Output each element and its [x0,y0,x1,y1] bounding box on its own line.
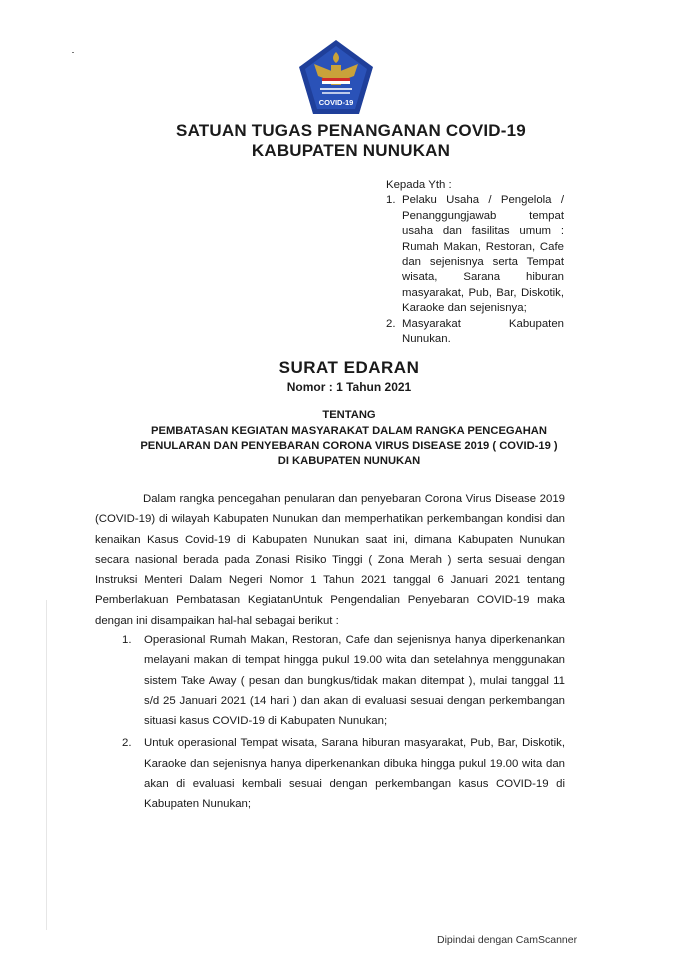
letter-title: SURAT EDARAN [278,358,420,377]
scanner-watermark: Dipindai dengan CamScanner [437,934,578,946]
addressee-item [386,193,564,316]
satgas-covid19-logo [296,38,376,118]
organization-region: KABUPATEN NUNUKAN [251,141,451,160]
addressee-item [386,317,564,348]
instruction-number: 1. [122,634,132,646]
intro-paragraph: Dalam rangka pencegahan penularan dan penyebaran Corona Virus Disease 2019 (COVID-19) di wilayah Kabupaten Nunukan dan memperhatikan perkembangan kondisi dan kenaikan Kasus Covid-19 di Kabupaten Nunukan saat ini, dimana Kabupaten Nunukan secara nasional berada pada Zonasi Risiko Tinggi ( Zona Merah ) serta sesuai dengan Instruksi Menteri Dalam Negeri Nomor 1 Tahun 2021 tanggal 6 Januari 2021 tentang Pemberlakuan Pembatasan KegiatanUntuk Pengendalian Penyebaran COVID-19 maka dengan ini disampaikan hal-hal sebagai berikut : [95,493,565,627]
scan-edge-line [46,600,47,930]
instruction-item [122,630,565,731]
instruction-text: Operasional Rumah Makan, Restoran, Cafe dan sejenisnya hanya diperkenankan melayani makan di tempat hingga pukul 19.00 wita dan setelahnya menggunakan sistem Take Away ( pesan dan bungkus/tidak makan ditempat ), mulai tanggal 11 s/d 25 Januari 2021 (14 hari ) dan akan di evaluasi sesuai dengan perkembangan situasi kasus COVID-19 di Kabupaten Nunukan; [144,634,565,728]
addressee-block [386,178,564,347]
addressee-item-number: 1. [386,194,396,207]
letter-subject-line: PENULARAN DAN PENYEBARAN CORONA VIRUS DISEASE 2019 ( COVID-19 ) [140,440,558,452]
addressee-item-text: Masyarakat Kabupaten Nunukan. [402,317,564,346]
instruction-list [122,630,565,817]
instruction-text: Untuk operasional Tempat wisata, Sarana hiburan masyarakat, Pub, Bar, Diskotik, Karaoke dan sejenisnya hanya diperkenankan dibuka hingga pukul 19.00 wita dan akan di evaluasi kembali sesuai dengan perkembangan kasus COVID-19 di Kabupaten Nunukan; [144,737,565,811]
scan-mark [72,52,74,53]
addressee-item-text: Pelaku Usaha / Pengelola / Penanggungjawab tempat usaha dan fasilitas umum : Rumah Makan, Restoran, Cafe dan sejenisnya serta Tempat wisata, Sarana hiburan masyarakat, Pub, Bar, Diskotik, Karaoke dan sejenisnya; [402,194,564,315]
letter-subject-line: PEMBATASAN KEGIATAN MASYARAKAT DALAM RANGKA PENCEGAHAN [151,425,547,437]
addressee-salutation: Kepada Yth : [386,179,452,191]
addressee-item-number: 2. [386,317,396,330]
instruction-number: 2. [122,737,132,750]
logo-text: COVID-19 [318,98,354,107]
letter-number: Nomor : 1 Tahun 2021 [286,380,412,394]
instruction-item [122,733,565,814]
organization-name: SATUAN TUGAS PENANGANAN COVID-19 [176,121,526,140]
letter-subject-line: DI KABUPATEN NUNUKAN [277,455,421,467]
letter-about-label: TENTANG [322,409,376,421]
